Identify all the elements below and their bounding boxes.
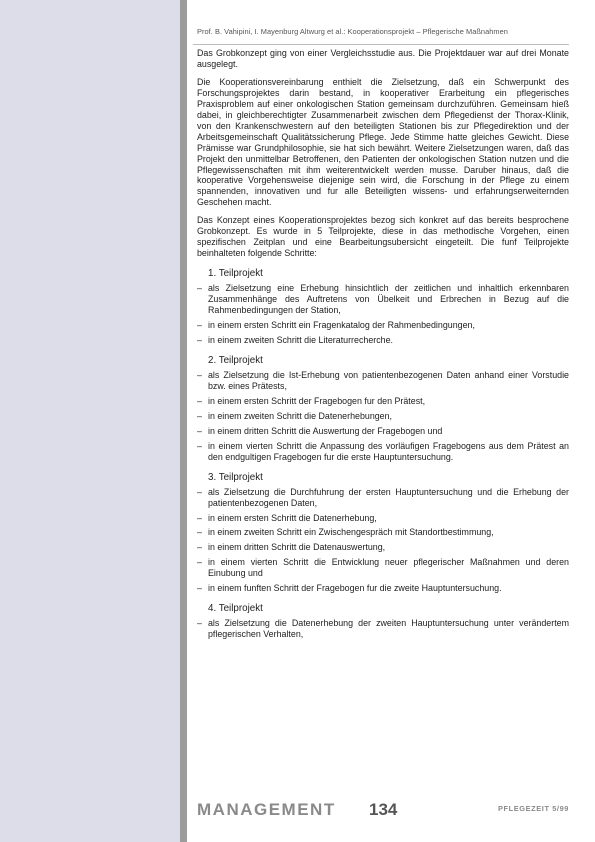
list-item-text: in einem funften Schritt der Fragebogen fur die zweite Hauptuntersuchung.: [208, 583, 502, 594]
list-item: [197, 370, 569, 392]
list-item: [197, 441, 569, 463]
list-item: [197, 335, 569, 346]
list-item: [197, 426, 569, 437]
list-item-text: in einem zweiten Schritt die Datenerhebungen,: [208, 410, 393, 421]
dash-bullet: –: [197, 618, 202, 629]
list-item: [197, 320, 569, 331]
section-title: MANAGEMENT: [197, 800, 336, 819]
dash-bullet: –: [197, 334, 202, 345]
dash-bullet: –: [197, 557, 202, 568]
list-item: [197, 487, 569, 509]
list-item-text: als Zielsetzung eine Erhebung hinsichtlich der zeitlichen und inhaltlich erkennbaren Zusammenhänge des Auftretens von Übelkeit und Erbrechen in Bezug auf die Rahmenbedingungen der Station,: [208, 283, 569, 316]
list-item: [197, 542, 569, 553]
subproject-1: [197, 268, 569, 346]
dash-bullet: –: [197, 486, 202, 497]
list-item-text: in einem zweiten Schritt die Literaturrecherche.: [208, 334, 393, 345]
list-item: [197, 583, 569, 594]
paragraph: Die Kooperationsvereinbarung enthielt die Zielsetzung, daß ein Schwerpunkt des Forschungsprojektes darin bestand, in kooperativer Erarbeitung ein pflegerisches Praxisproblem auf einer onkologischen Station gemeinsam durchzuführen. Gemeinsam hieß dabei, in gleichberechtigter Zusammenarbeit zwischen dem Pflegedienst der Thorax-Klinik, von den Krankenschwestern auf den beteiligten Stationen bis zur Pflegedirektion und der Arbeitsgemeinschaft Qualitätssicherung Pflege. Jede Stimme hatte gleiches Gewicht. Diese Prämisse war Grundphilosophie, sie hat sich bewährt. Weitere Zielsetzungen waren, daß das Projekt den unmittelbar Betroffenen, den Patienten der onkologischen Station nutzen und die Pflegewissenschaften mit ihm weiterentwickelt werden musse. Daruber hinaus, daß die kooperative Vorgehensweise diejenige sein wird, die Forschung in der Pflege zu einem spannenden, innovativen und fur alle Beteiligten wissens- und erfahrungserweiternden Geschehen macht.: [197, 76, 569, 208]
dash-bullet: –: [197, 410, 202, 421]
dash-bullet: –: [197, 283, 202, 294]
subproject-4: [197, 603, 569, 640]
dash-bullet: –: [197, 512, 202, 523]
dash-bullet: –: [197, 425, 202, 436]
dash-bullet: –: [197, 440, 202, 451]
left-margin-panel: [0, 0, 180, 842]
paragraph: Das Konzept eines Kooperationsprojektes bezog sich konkret auf das bereits besprochene Grobkonzept. Es wurde in 5 Teilprojekte, diese in das methodische Vorgehen, einen spezifischen Zeitplan und eine Bearbeitungsubersicht eingeteilt. Die funf Teilprojekte beinhalteten folgende Schritte:: [197, 215, 569, 259]
list-item: [197, 283, 569, 316]
list-item-text: in einem ersten Schritt ein Fragenkatalog der Rahmenbedingungen,: [208, 320, 475, 331]
list-item: [197, 557, 569, 579]
step-list: [197, 370, 569, 463]
page-gutter-bar: [180, 0, 187, 842]
dash-bullet: –: [197, 320, 202, 331]
page-footer: [197, 798, 569, 822]
list-item-text: in einem dritten Schritt die Datenauswertung,: [208, 542, 386, 553]
list-item: [197, 396, 569, 407]
subproject-heading: 1. Teilprojekt: [208, 268, 263, 280]
article-body: [197, 48, 569, 644]
list-item: [197, 411, 569, 422]
journal-issue: PFLEGEZEIT 5/99: [497, 804, 569, 813]
list-item: [197, 527, 569, 538]
list-item-text: in einem vierten Schritt die Entwicklung neuer pflegerischer Maßnahmen und deren Einubung und: [208, 557, 569, 579]
header-divider: [193, 44, 569, 45]
page-number: 134: [369, 800, 398, 819]
step-list: [197, 283, 569, 346]
step-list: [197, 487, 569, 595]
subproject-heading: 4. Teilprojekt: [208, 603, 263, 615]
dash-bullet: –: [197, 583, 202, 594]
running-head: Prof. B. Vahipini, I. Mayenburg Altwurg et al.: Kooperationsprojekt – Pflegerische Maßnahmen: [197, 27, 508, 36]
paragraph: Das Grobkonzept ging von einer Vergleichsstudie aus. Die Projektdauer war auf drei Monate ausgelegt.: [197, 48, 569, 69]
dash-bullet: –: [197, 527, 202, 538]
dash-bullet: –: [197, 369, 202, 380]
subproject-3: [197, 472, 569, 595]
list-item-text: in einem ersten Schritt der Fragebogen fur den Prätest,: [208, 395, 426, 406]
dash-bullet: –: [197, 542, 202, 553]
list-item-text: als Zielsetzung die Datenerhebung der zweiten Hauptuntersuchung unter verändertem pflegerischen Verhalten,: [208, 618, 569, 640]
step-list: [197, 618, 569, 640]
list-item: [197, 513, 569, 524]
list-item: [197, 618, 569, 640]
list-item-text: als Zielsetzung die Ist-Erhebung von patientenbezogenen Daten anhand einer Vorstudie bzw. eines Prätests,: [208, 369, 569, 391]
subproject-2: [197, 355, 569, 463]
subproject-heading: 3. Teilprojekt: [208, 471, 263, 483]
dash-bullet: –: [197, 395, 202, 406]
subproject-heading: 2. Teilprojekt: [208, 354, 263, 366]
list-item-text: in einem zweiten Schritt ein Zwischengespräch mit Standortbestimmung,: [208, 527, 494, 538]
list-item-text: in einem ersten Schritt die Datenerhebung,: [208, 512, 377, 523]
list-item-text: als Zielsetzung die Durchfuhrung der ersten Hauptuntersuchung und die Erhebung der patientenbezogenen Daten,: [208, 486, 569, 508]
list-item-text: in einem vierten Schritt die Anpassung des vorläufigen Fragebogens aus dem Prätest an den endgultigen Fragebogen fur die erste Hauptuntersuchung.: [208, 440, 569, 462]
list-item-text: in einem dritten Schritt die Auswertung der Fragebogen und: [208, 425, 443, 436]
